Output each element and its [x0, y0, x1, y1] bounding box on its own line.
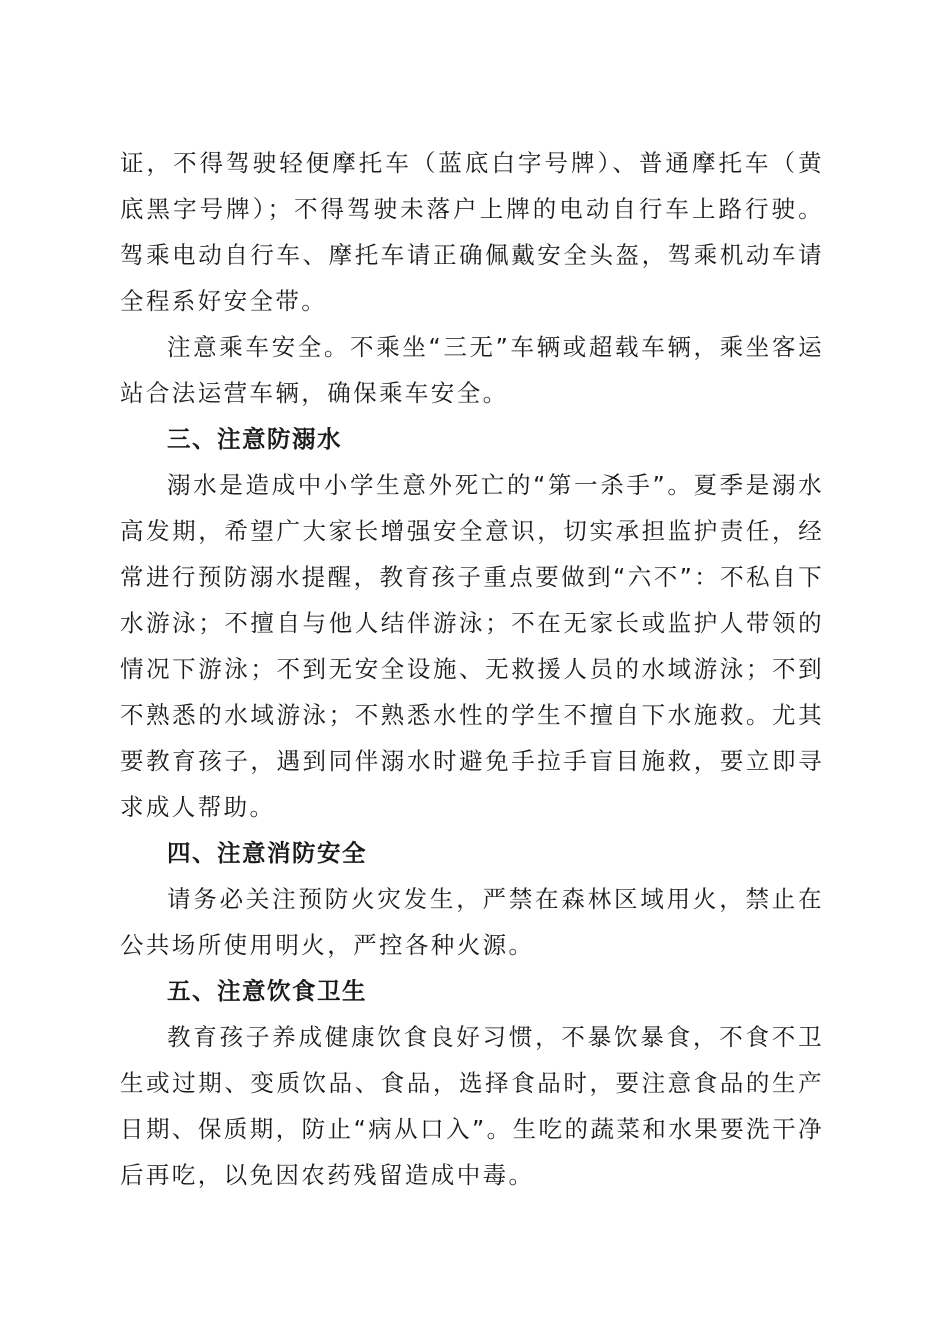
section-heading-food-hygiene: 五、注意饮食卫生 — [167, 977, 367, 1005]
paragraph-ride-safety: 注意乘车安全。不乘坐“三无”车辆或超载车辆，乘坐客运站合法运营车辆，确保乘车安全。 — [120, 333, 824, 407]
section-body-drowning: 溺水是造成中小学生意外死亡的“第一杀手”。夏季是溺水高发期，希望广大家长增强安全意识，切实承担监护责任，经常进行预防溺水提醒，教育孩子重点要做到“六不”：不私自下水游泳；不擅自与他人结伴游泳；不在无家长或监护人带领的情况下游泳；不到无安全设施、无救援人员的水域游泳；不到不熟悉的水域游泳；不熟悉水性的学生不擅自下水施救。尤其要教育孩子，遇到同伴溺水时避免手拉手盲目施救，要立即寻求成人帮助。 — [120, 471, 824, 821]
paragraph-traffic-continued: 证，不得驾驶轻便摩托车（蓝底白字号牌）、普通摩托车（黄底黑字号牌）；不得驾驶未落户上牌的电动自行车上路行驶。驾乘电动自行车、摩托车请正确佩戴安全头盔，驾乘机动车请全程系好安全带。 — [120, 149, 824, 315]
section-body-fire-safety: 请务必关注预防火灾发生，严禁在森林区域用火，禁止在公共场所使用明火，严控各种火源。 — [120, 885, 824, 959]
section-heading-drowning: 三、注意防溺水 — [167, 425, 342, 453]
section-heading-fire-safety: 四、注意消防安全 — [167, 839, 367, 867]
section-body-food-hygiene: 教育孩子养成健康饮食良好习惯，不暴饮暴食，不食不卫生或过期、变质饮品、食品，选择食品时，要注意食品的生产日期、保质期，防止“病从口入”。生吃的蔬菜和水果要洗干净后再吃，以免因农药残留造成中毒。 — [120, 1023, 824, 1189]
document-body — [120, 140, 824, 1198]
